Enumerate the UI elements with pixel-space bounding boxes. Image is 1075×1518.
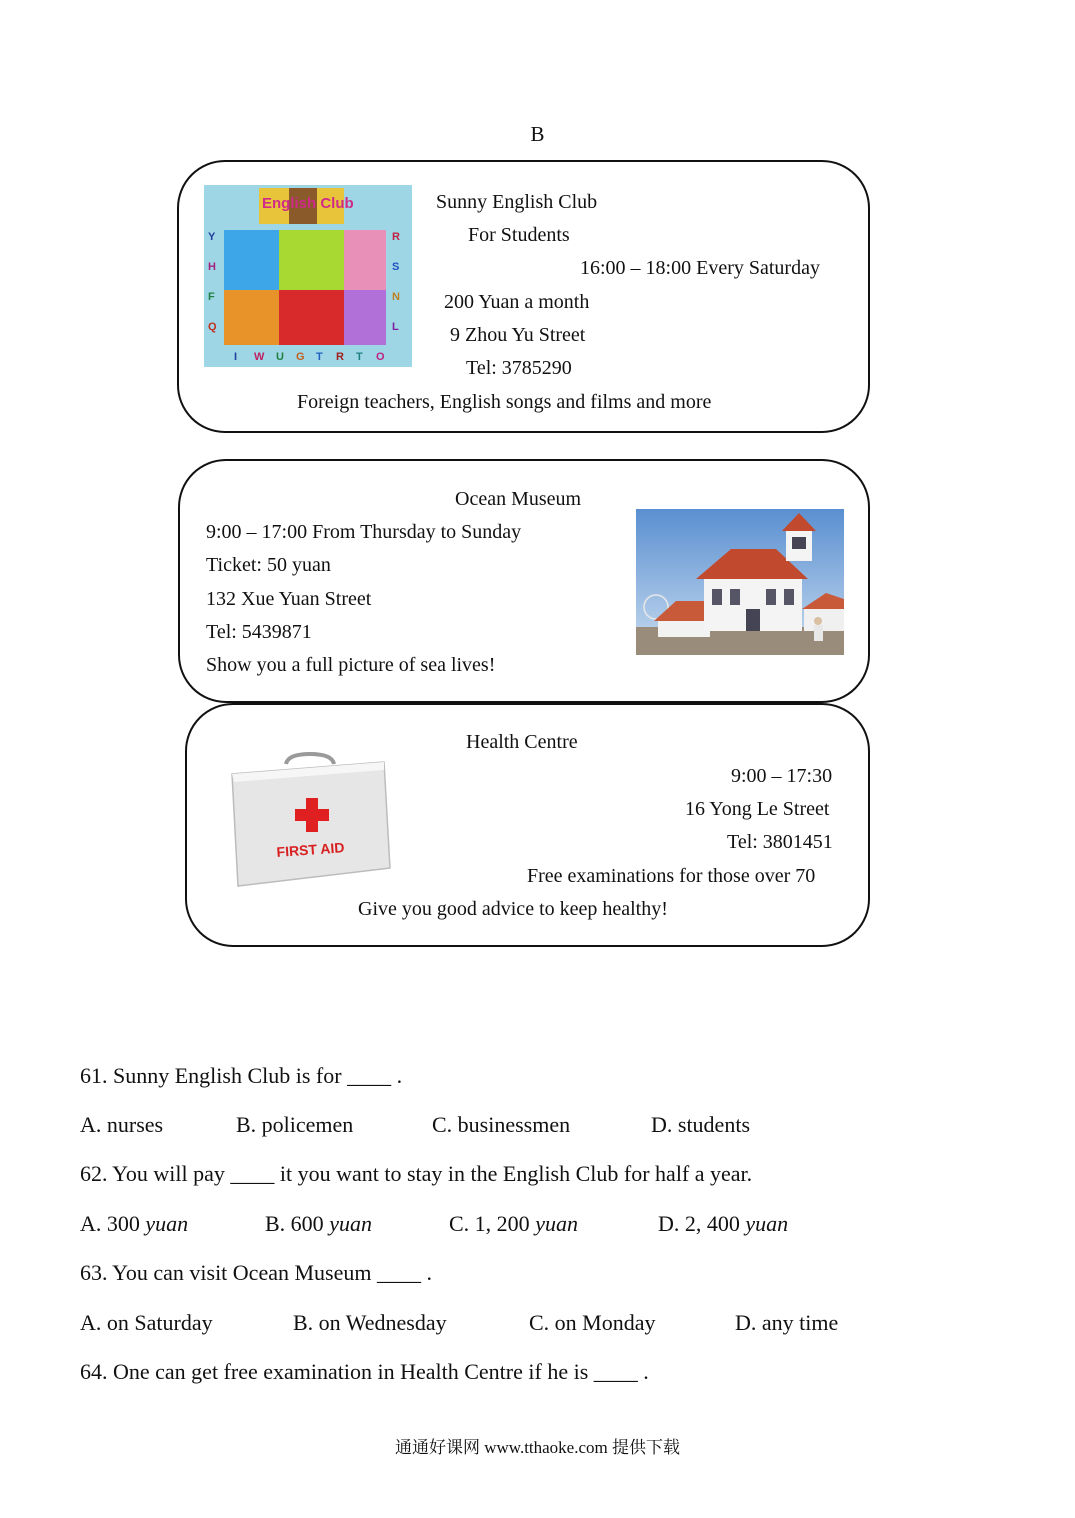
q61-option-b: B. policemen [236, 1112, 354, 1137]
q63-option-a: A. on Saturday [80, 1310, 213, 1335]
first-aid-kit-picture [228, 752, 392, 890]
svg-text:O: O [376, 351, 385, 363]
svg-text:S: S [392, 261, 400, 273]
q62-option-b-text: B. 600 [265, 1211, 330, 1236]
first-aid-kit-icon [228, 752, 392, 890]
club-time: 16:00 – 18:00 Every Saturday [580, 257, 820, 279]
health-offer: Free examinations for those over 70 [527, 865, 816, 887]
section-letter: B [530, 122, 545, 146]
svg-text:R: R [336, 351, 344, 363]
question-62: 62. You will pay ____ it you want to stay in the English Club for half a year. [80, 1161, 753, 1186]
health-time: 9:00 – 17:30 [731, 765, 833, 787]
q62-option-d [658, 1211, 788, 1237]
q61-option-c: C. businessmen [432, 1112, 571, 1137]
svg-text:R: R [392, 231, 400, 243]
q62-option-d-unit: yuan [745, 1211, 789, 1236]
footer-source: 通通好课网 www.tthaoke.com 提供下载 [394, 1438, 681, 1457]
q63-option-d: D. any time [735, 1310, 839, 1335]
q62-option-c [449, 1211, 578, 1237]
q62-option-d-text: D. 2, 400 [658, 1211, 746, 1236]
svg-text:T: T [356, 351, 363, 363]
english-club-board-icon [204, 185, 412, 367]
club-features: Foreign teachers, English songs and films and more [297, 391, 712, 413]
health-address: 16 Yong Le Street [685, 798, 830, 820]
museum-title: Ocean Museum [455, 488, 582, 510]
svg-text:F: F [208, 291, 215, 303]
museum-ticket: Ticket: 50 yuan [206, 554, 331, 576]
question-64: 64. One can get free examination in Health Centre if he is ____ . [80, 1359, 649, 1384]
svg-text:I: I [234, 351, 238, 363]
english-club-logo-text: English Club [262, 195, 354, 212]
ocean-museum-picture [636, 509, 844, 655]
svg-text:H: H [208, 261, 216, 273]
museum-time: 9:00 – 17:00 From Thursday to Sunday [206, 521, 522, 543]
first-aid-label: FIRST AID [276, 839, 345, 860]
svg-text:U: U [276, 351, 284, 363]
svg-text:Q: Q [208, 321, 217, 333]
museum-building-icon [636, 509, 844, 655]
museum-tel: Tel: 5439871 [206, 621, 312, 643]
question-61: 61. Sunny English Club is for ____ . [80, 1063, 403, 1088]
health-title: Health Centre [466, 731, 578, 753]
museum-address: 132 Xue Yuan Street [206, 588, 372, 610]
q61-option-a: A. nurses [80, 1112, 164, 1137]
q62-option-a-text: A. 300 [80, 1211, 146, 1236]
q62-option-b-unit: yuan [329, 1211, 372, 1236]
svg-text:L: L [392, 321, 399, 333]
q62-option-b [265, 1211, 372, 1237]
club-price: 200 Yuan a month [444, 291, 590, 313]
svg-text:T: T [316, 351, 323, 363]
svg-text:W: W [254, 351, 265, 363]
q62-option-a [80, 1211, 188, 1237]
q63-option-c: C. on Monday [529, 1310, 656, 1335]
club-title: Sunny English Club [436, 191, 598, 213]
english-club-picture [204, 185, 412, 367]
svg-text:G: G [296, 351, 305, 363]
health-slogan: Give you good advice to keep healthy! [358, 898, 668, 920]
club-address: 9 Zhou Yu Street [450, 324, 586, 346]
museum-slogan: Show you a full picture of sea lives! [206, 654, 496, 676]
club-tel: Tel: 3785290 [466, 357, 572, 379]
q61-option-d: D. students [651, 1112, 750, 1137]
q62-option-c-unit: yuan [535, 1211, 578, 1236]
club-audience: For Students [468, 224, 570, 246]
q62-option-a-unit: yuan [145, 1211, 189, 1236]
question-63: 63. You can visit Ocean Museum ____ . [80, 1260, 432, 1285]
svg-text:Y: Y [208, 231, 216, 243]
svg-text:N: N [392, 291, 400, 303]
q63-option-b: B. on Wednesday [293, 1310, 447, 1335]
health-tel: Tel: 3801451 [727, 831, 833, 853]
q62-option-c-text: C. 1, 200 [449, 1211, 536, 1236]
